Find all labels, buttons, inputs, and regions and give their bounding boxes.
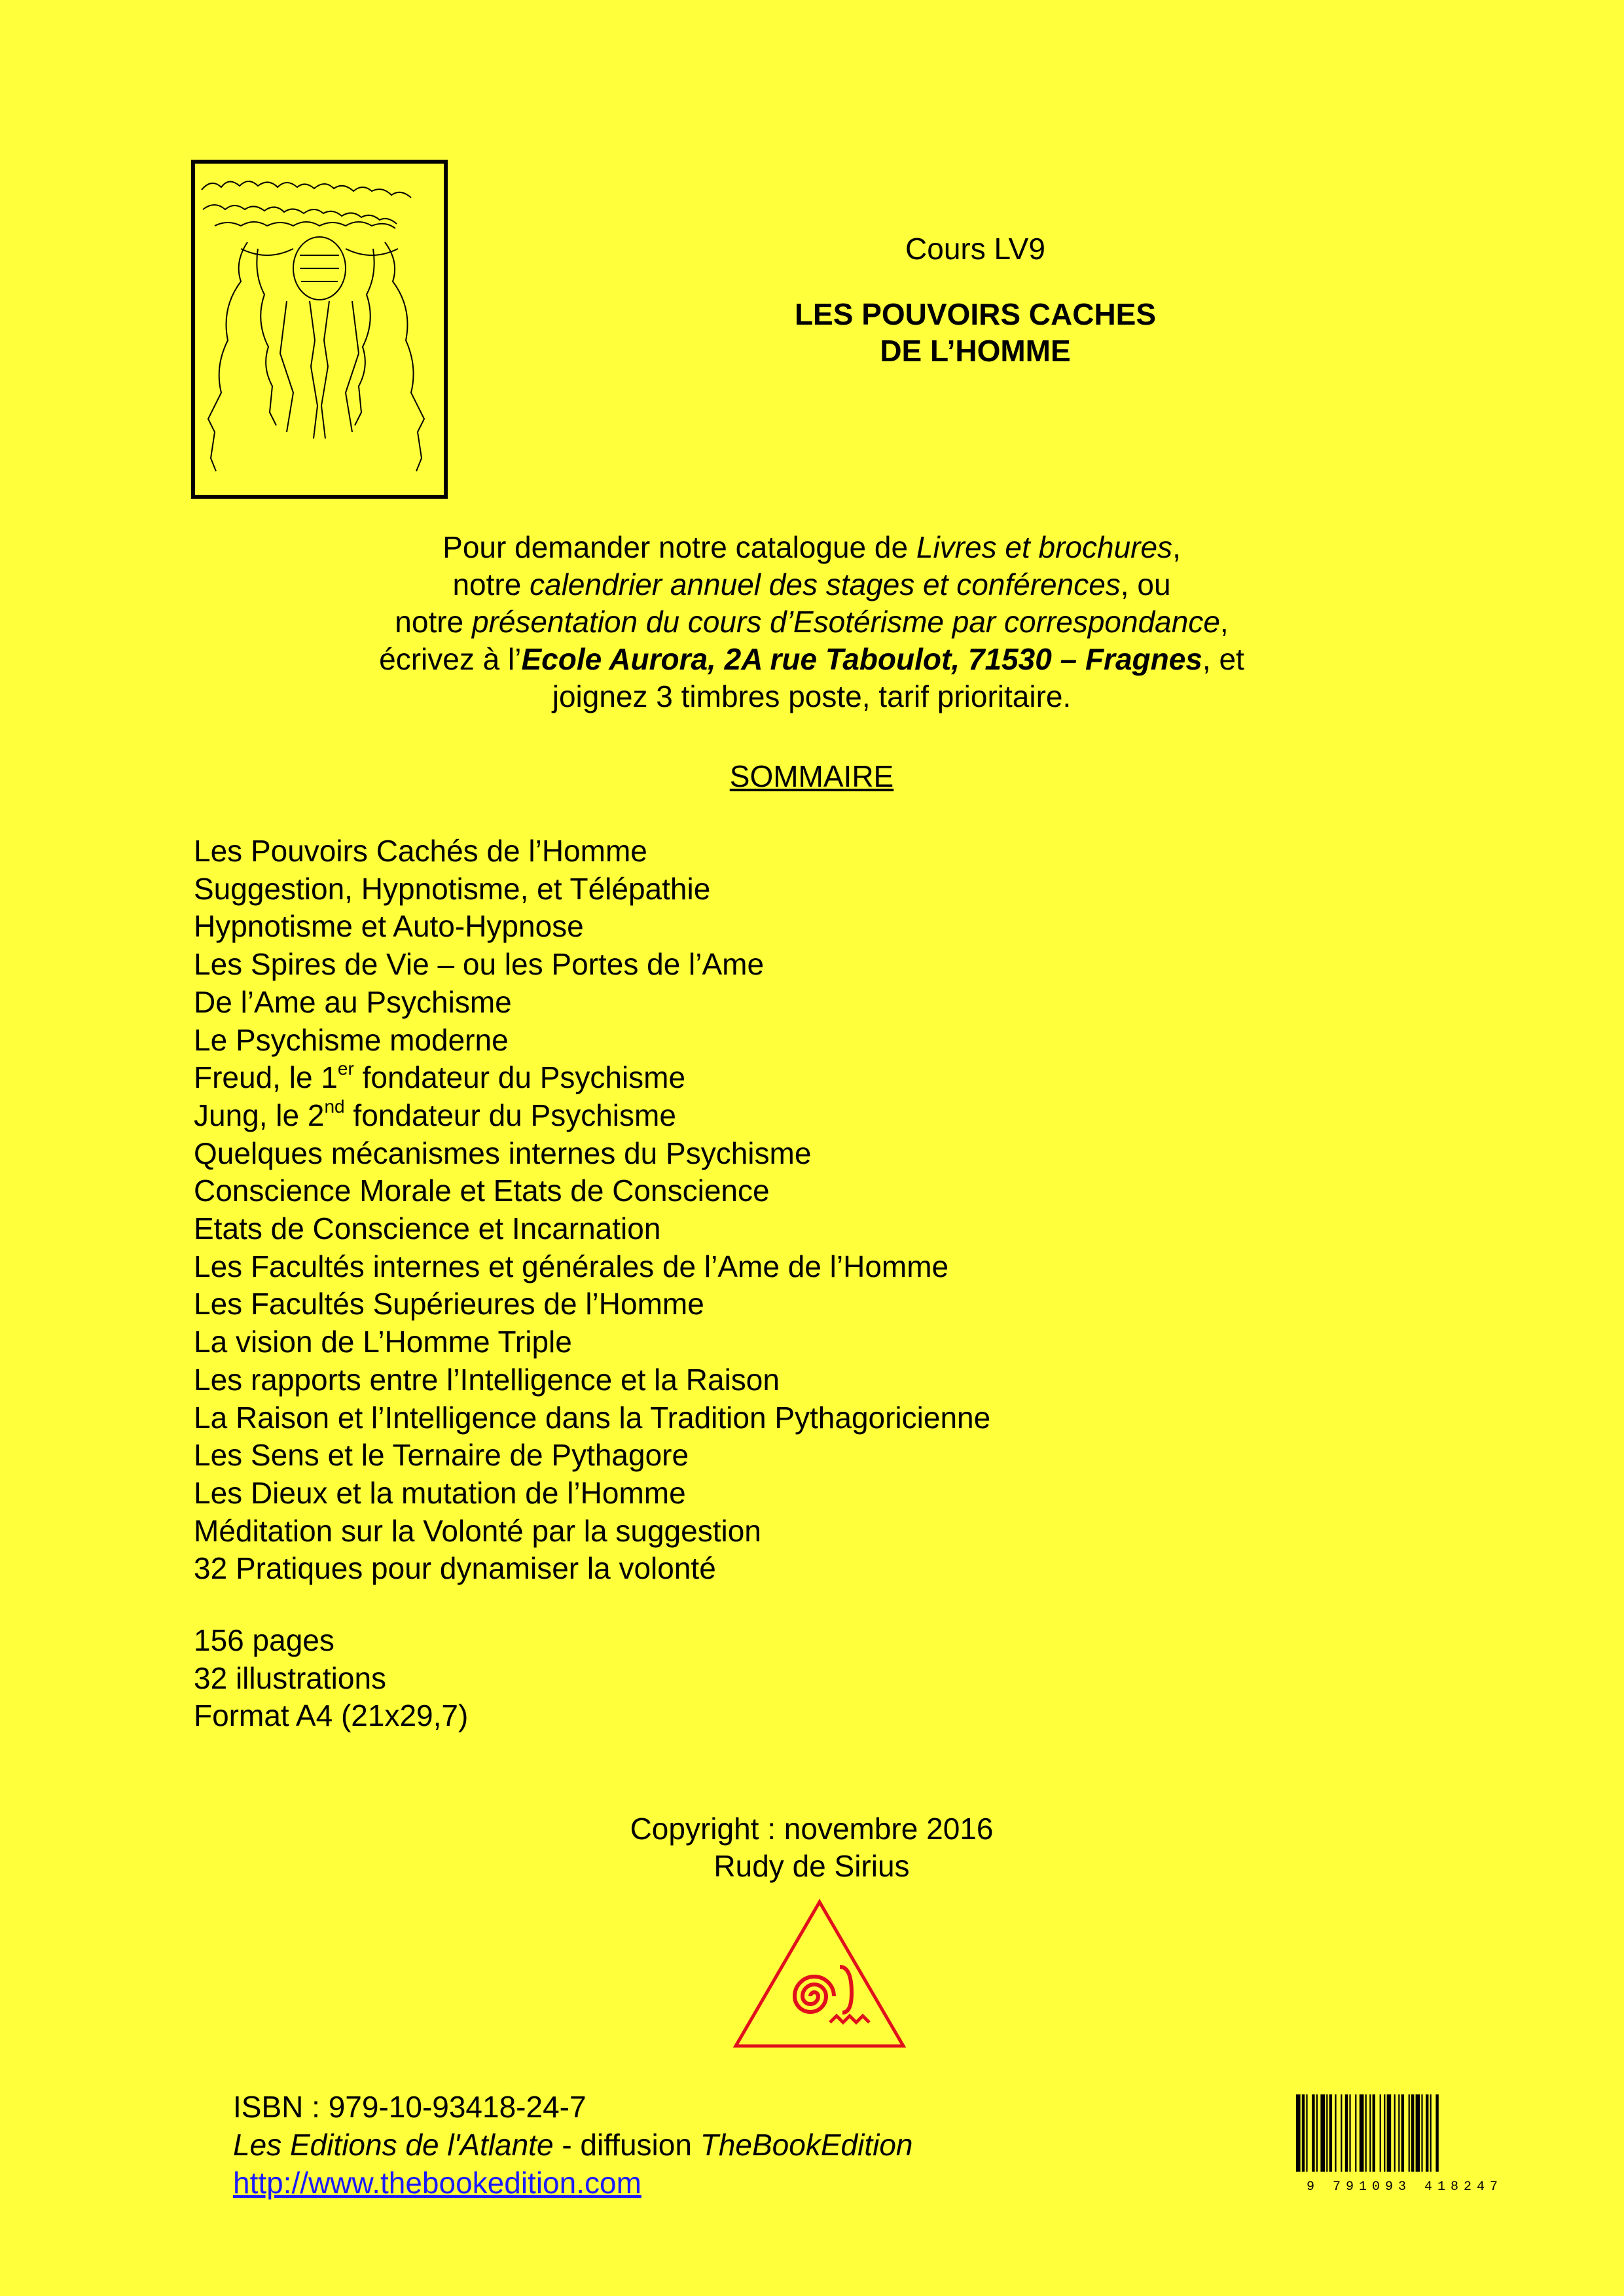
toc-item [194, 1097, 1372, 1135]
publisher-block [233, 2088, 1149, 2202]
toc-item [194, 1059, 1372, 1097]
book-specs [194, 1622, 783, 1735]
barcode-bar [1409, 2094, 1410, 2172]
toc-item-superscript: nd [324, 1096, 345, 1117]
barcode-bar [1426, 2094, 1428, 2172]
toc-item-text: fondateur du Psychisme [353, 1060, 686, 1095]
barcode-bar [1345, 2094, 1348, 2172]
barcode-bar [1302, 2094, 1305, 2172]
toc-item: Hypnotisme et Auto-Hypnose [194, 909, 584, 944]
triangle-spiral-logo-icon [732, 1898, 907, 2050]
page-count: 156 pages [194, 1623, 334, 1657]
barcode-bar [1335, 2094, 1336, 2172]
toc-item-text: fondateur du Psychisme [344, 1098, 676, 1132]
toc-item: Suggestion, Hypnotisme, et Télépathie [194, 871, 711, 906]
barcode-bar [1326, 2094, 1327, 2172]
course-code: Cours LV9 [905, 232, 1045, 266]
barcode-bar [1435, 2094, 1438, 2172]
intro-line [249, 603, 1375, 641]
intro-emphasis: calendrier annuel des stages et conférences [530, 567, 1121, 601]
copyright-block [583, 1810, 1041, 1885]
sommaire-heading: SOMMAIRE [729, 759, 894, 793]
toc-item: Les Spires de Vie – ou les Portes de l’Ame [194, 947, 765, 982]
publisher-name: Les Editions de l'Atlante [233, 2128, 554, 2162]
barcode-bar [1365, 2094, 1367, 2172]
barcode-bar [1360, 2094, 1364, 2172]
cover-illustration [191, 160, 448, 499]
barcode-bar [1394, 2094, 1396, 2172]
intro-text: , et [1202, 642, 1244, 676]
barcode-bar [1373, 2094, 1375, 2172]
barcode-bar [1411, 2094, 1414, 2172]
toc-item-text: Freud, le 1 [194, 1060, 338, 1095]
toc-item: Conscience Morale et Etats de Conscience [194, 1174, 770, 1208]
barcode-bar [1312, 2094, 1314, 2172]
intro-text: notre [452, 567, 530, 601]
intro-text: , [1172, 530, 1181, 564]
toc-item: Méditation sur la Volonté par la suggestion [194, 1513, 761, 1548]
barcode-bar [1384, 2094, 1385, 2172]
barcode-bar [1349, 2094, 1350, 2172]
barcode-bar [1430, 2094, 1432, 2172]
barcode-bar [1296, 2094, 1301, 2172]
toc-item: Les rapports entre l’Intelligence et la Raison [194, 1362, 780, 1397]
toc-item: 32 Pratiques pour dynamiser la volonté [194, 1551, 716, 1586]
toc-item: La Raison et l’Intelligence dans la Tradition Pythagoricienne [194, 1400, 991, 1435]
barcode-bar [1320, 2094, 1325, 2172]
barcode-bar [1421, 2094, 1422, 2172]
school-address: Ecole Aurora, 2A rue Taboulot, 71530 – Fragnes [521, 642, 1202, 676]
barcode-bar [1380, 2094, 1381, 2172]
intro-paragraph [249, 529, 1375, 715]
toc-item: Quelques mécanismes internes du Psychisme [194, 1136, 812, 1170]
barcode-bar [1369, 2094, 1371, 2172]
barcode-bar [1416, 2094, 1420, 2172]
isbn: ISBN : 979-10-93418-24-7 [233, 2090, 586, 2124]
toc-item-superscript: er [337, 1058, 354, 1079]
distributor-name: TheBookEdition [700, 2128, 913, 2162]
intro-text: , ou [1120, 567, 1171, 601]
book-format: Format A4 (21x29,7) [194, 1698, 469, 1732]
author-name: Rudy de Sirius [713, 1849, 910, 1883]
toc-item: Etats de Conscience et Incarnation [194, 1211, 661, 1246]
publisher-logo [732, 1898, 907, 2050]
toc-item: Le Psychisme moderne [194, 1022, 509, 1057]
intro-line [249, 641, 1375, 678]
website-link[interactable]: http://www.thebookedition.com [233, 2166, 641, 2200]
intro-line [249, 566, 1375, 603]
toc-item: La vision de L’Homme Triple [194, 1325, 572, 1359]
intro-emphasis: présentation du cours d’Esotérisme par correspondance [471, 605, 1220, 639]
toc-item: Les Facultés Supérieures de l’Homme [194, 1287, 704, 1321]
toc-item: Les Dieux et la mutation de l’Homme [194, 1475, 686, 1510]
barcode-bar [1341, 2094, 1342, 2172]
toc-item: Les Pouvoirs Cachés de l’Homme [194, 834, 647, 868]
intro-text: écrivez à l’ [379, 642, 522, 676]
toc-item-text: Jung, le 2 [194, 1098, 325, 1132]
barcode-bar [1387, 2094, 1392, 2172]
barcode-bar [1316, 2094, 1318, 2172]
isbn-barcode [1293, 2092, 1516, 2194]
intro-text: , [1219, 605, 1229, 639]
barcode-bar [1398, 2094, 1399, 2172]
table-of-contents [194, 833, 1372, 1588]
illustration-count: 32 illustrations [194, 1660, 387, 1695]
intro-text: notre [395, 605, 472, 639]
book-title-line-2: DE L’HOMME [880, 334, 1071, 368]
barcode-bar [1355, 2094, 1356, 2172]
barcode-bar [1306, 2094, 1307, 2172]
toc-item: De l’Ame au Psychisme [194, 984, 512, 1019]
title-block [740, 229, 1211, 369]
intro-line: joignez 3 timbres poste, tarif prioritaire. [552, 679, 1072, 713]
toc-item: Les Sens et le Ternaire de Pythagore [194, 1438, 689, 1473]
diffusion-label: - diffusion [553, 2128, 700, 2162]
esoteric-figures-illustration [195, 164, 444, 495]
publisher-line [233, 2126, 1149, 2164]
barcode-icon [1293, 2092, 1516, 2194]
intro-emphasis: Livres et brochures [916, 530, 1173, 564]
book-title [740, 296, 1211, 369]
toc-item: Les Facultés internes et générales de l’Ame de l’Homme [194, 1249, 949, 1283]
barcode-digits: 9 791093 418247 [1306, 2179, 1504, 2194]
book-title-line-1: LES POUVOIRS CACHES [794, 297, 1157, 331]
barcode-bar [1401, 2094, 1404, 2172]
intro-text: Pour demander notre catalogue de [442, 530, 916, 564]
intro-line [249, 529, 1375, 566]
copyright-date: Copyright : novembre 2016 [630, 1812, 994, 1846]
barcode-bar [1329, 2094, 1332, 2172]
